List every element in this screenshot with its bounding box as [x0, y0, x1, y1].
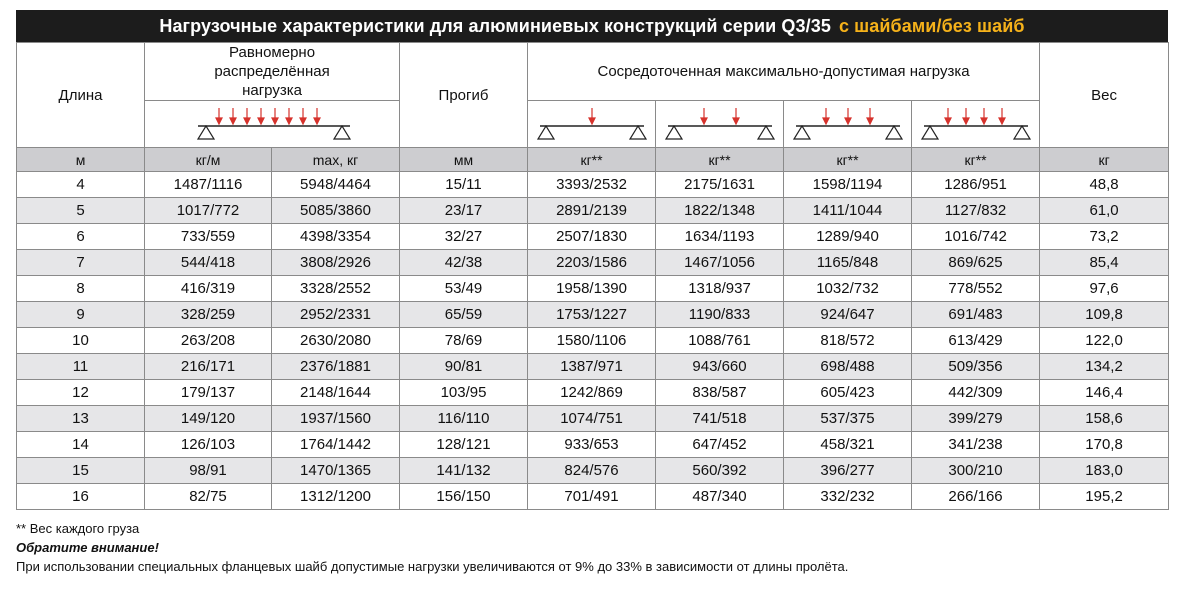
- table-cell: 341/238: [912, 432, 1040, 458]
- unit-cell: кг**: [912, 148, 1040, 172]
- table-cell: 3328/2552: [272, 276, 400, 302]
- table-cell: 838/587: [656, 380, 784, 406]
- table-cell: 82/75: [145, 484, 272, 510]
- concentrated-load-diagram-1: [528, 101, 656, 148]
- table-cell: 300/210: [912, 458, 1040, 484]
- table-row: [17, 380, 1169, 406]
- table-cell: 458/321: [784, 432, 912, 458]
- table-cell: 109,8: [1040, 302, 1169, 328]
- table-cell: 158,6: [1040, 406, 1169, 432]
- table-cell: 924/647: [784, 302, 912, 328]
- table-cell: 3393/2532: [528, 172, 656, 198]
- unit-cell: max, кг: [272, 148, 400, 172]
- table-cell: 1634/1193: [656, 224, 784, 250]
- table-cell: 396/277: [784, 458, 912, 484]
- table-body: [17, 172, 1169, 510]
- table-cell: 195,2: [1040, 484, 1169, 510]
- table-row: [17, 406, 1169, 432]
- table-cell: 1190/833: [656, 302, 784, 328]
- table-cell: 216/171: [145, 354, 272, 380]
- table-cell: 61,0: [1040, 198, 1169, 224]
- table-cell: 141/132: [400, 458, 528, 484]
- table-cell: 2148/1644: [272, 380, 400, 406]
- table-row: [17, 224, 1169, 250]
- table-cell: 416/319: [145, 276, 272, 302]
- table-cell: 647/452: [656, 432, 784, 458]
- table-cell: 15/11: [400, 172, 528, 198]
- table-cell: 32/27: [400, 224, 528, 250]
- table-cell: 183,0: [1040, 458, 1169, 484]
- table-cell: 126/103: [145, 432, 272, 458]
- table-cell: 11: [17, 354, 145, 380]
- table-cell: 263/208: [145, 328, 272, 354]
- table-cell: 544/418: [145, 250, 272, 276]
- table-cell: 116/110: [400, 406, 528, 432]
- table-cell: 48,8: [1040, 172, 1169, 198]
- table-cell: 103/95: [400, 380, 528, 406]
- table-cell: 824/576: [528, 458, 656, 484]
- table-cell: 65/59: [400, 302, 528, 328]
- table-cell: 78/69: [400, 328, 528, 354]
- table-cell: 146,4: [1040, 380, 1169, 406]
- table-title: Нагрузочные характеристики для алюминиевых конструкций серии Q3/35: [159, 15, 831, 36]
- table-cell: 2203/1586: [528, 250, 656, 276]
- table-cell: 1312/1200: [272, 484, 400, 510]
- header-uniform-load: Равномерно распределённая нагрузка: [145, 43, 400, 101]
- table-cell: 15: [17, 458, 145, 484]
- table-cell: 1387/971: [528, 354, 656, 380]
- table-cell: 179/137: [145, 380, 272, 406]
- table-title-bar: [16, 10, 1168, 42]
- table-cell: 1487/1116: [145, 172, 272, 198]
- table-cell: 23/17: [400, 198, 528, 224]
- table-cell: 328/259: [145, 302, 272, 328]
- header-length: Длина: [17, 43, 145, 148]
- unit-cell: мм: [400, 148, 528, 172]
- table-cell: 122,0: [1040, 328, 1169, 354]
- table-cell: 156/150: [400, 484, 528, 510]
- table-row: [17, 328, 1169, 354]
- table-cell: 778/552: [912, 276, 1040, 302]
- unit-cell: кг: [1040, 148, 1169, 172]
- table-row: [17, 276, 1169, 302]
- load-table-container: [16, 10, 1168, 510]
- table-cell: 266/166: [912, 484, 1040, 510]
- unit-cell: м: [17, 148, 145, 172]
- table-cell: 170,8: [1040, 432, 1169, 458]
- table-cell: 1286/951: [912, 172, 1040, 198]
- table-cell: 1470/1365: [272, 458, 400, 484]
- table-cell: 1088/761: [656, 328, 784, 354]
- table-row: [17, 302, 1169, 328]
- header-weight: Вес: [1040, 43, 1169, 148]
- attention-heading: Обратите внимание!: [16, 540, 159, 555]
- header-concentrated-load: Сосредоточенная максимально-допустимая нагрузка: [528, 43, 1040, 101]
- unit-cell: кг**: [656, 148, 784, 172]
- table-cell: 698/488: [784, 354, 912, 380]
- table-cell: 8: [17, 276, 145, 302]
- concentrated-load-diagram-4: [912, 101, 1040, 148]
- unit-cell: кг/м: [145, 148, 272, 172]
- table-cell: 12: [17, 380, 145, 406]
- units-row: [17, 148, 1169, 172]
- table-cell: 487/340: [656, 484, 784, 510]
- uniform-load-diagram: [145, 101, 400, 148]
- load-characteristics-table: [16, 42, 1169, 510]
- table-cell: 42/38: [400, 250, 528, 276]
- table-cell: 134,2: [1040, 354, 1169, 380]
- table-cell: 1598/1194: [784, 172, 912, 198]
- table-cell: 943/660: [656, 354, 784, 380]
- table-row: [17, 432, 1169, 458]
- table-cell: 3808/2926: [272, 250, 400, 276]
- table-cell: 128/121: [400, 432, 528, 458]
- table-cell: 1411/1044: [784, 198, 912, 224]
- table-cell: 2507/1830: [528, 224, 656, 250]
- table-cell: 442/309: [912, 380, 1040, 406]
- table-cell: 2952/2331: [272, 302, 400, 328]
- table-title-accent: с шайбами/без шайб: [838, 15, 1025, 36]
- table-cell: 4: [17, 172, 145, 198]
- table-row: [17, 484, 1169, 510]
- concentrated-load-diagram-3: [784, 101, 912, 148]
- table-cell: 90/81: [400, 354, 528, 380]
- table-cell: 1764/1442: [272, 432, 400, 458]
- table-cell: 509/356: [912, 354, 1040, 380]
- table-cell: 73,2: [1040, 224, 1169, 250]
- table-cell: 1318/937: [656, 276, 784, 302]
- table-cell: 98/91: [145, 458, 272, 484]
- table-cell: 53/49: [400, 276, 528, 302]
- unit-cell: кг**: [528, 148, 656, 172]
- attention-text: При использовании специальных фланцевых шайб допустимые нагрузки увеличиваются от 9% до 33% в зависимости от длины пролёта.: [16, 559, 849, 574]
- table-cell: 13: [17, 406, 145, 432]
- table-cell: 14: [17, 432, 145, 458]
- table-cell: 1032/732: [784, 276, 912, 302]
- table-cell: 1165/848: [784, 250, 912, 276]
- table-cell: 5: [17, 198, 145, 224]
- table-cell: 613/429: [912, 328, 1040, 354]
- table-cell: 560/392: [656, 458, 784, 484]
- table-row: [17, 250, 1169, 276]
- table-cell: 5948/4464: [272, 172, 400, 198]
- table-cell: 7: [17, 250, 145, 276]
- table-cell: 9: [17, 302, 145, 328]
- table-cell: 5085/3860: [272, 198, 400, 224]
- table-cell: 4398/3354: [272, 224, 400, 250]
- table-row: [17, 198, 1169, 224]
- table-cell: 1016/742: [912, 224, 1040, 250]
- table-cell: 1074/751: [528, 406, 656, 432]
- footnote: ** Вес каждого груза: [16, 521, 140, 536]
- table-cell: 1242/869: [528, 380, 656, 406]
- table-cell: 16: [17, 484, 145, 510]
- table-cell: 332/232: [784, 484, 912, 510]
- table-cell: 733/559: [145, 224, 272, 250]
- table-cell: 1289/940: [784, 224, 912, 250]
- unit-cell: кг**: [784, 148, 912, 172]
- table-cell: 149/120: [145, 406, 272, 432]
- concentrated-load-diagram-2: [656, 101, 784, 148]
- table-cell: 97,6: [1040, 276, 1169, 302]
- table-cell: 1822/1348: [656, 198, 784, 224]
- table-cell: 10: [17, 328, 145, 354]
- table-cell: 537/375: [784, 406, 912, 432]
- table-cell: 1127/832: [912, 198, 1040, 224]
- table-cell: 1467/1056: [656, 250, 784, 276]
- table-cell: 1937/1560: [272, 406, 400, 432]
- table-cell: 1017/772: [145, 198, 272, 224]
- table-cell: 6: [17, 224, 145, 250]
- notes-block: [16, 519, 1168, 576]
- table-row: [17, 172, 1169, 198]
- table-cell: 2891/2139: [528, 198, 656, 224]
- table-cell: 933/653: [528, 432, 656, 458]
- header-deflection: Прогиб: [400, 43, 528, 148]
- table-cell: 1580/1106: [528, 328, 656, 354]
- table-cell: 1958/1390: [528, 276, 656, 302]
- table-cell: 701/491: [528, 484, 656, 510]
- table-cell: 2376/1881: [272, 354, 400, 380]
- table-cell: 691/483: [912, 302, 1040, 328]
- table-cell: 2175/1631: [656, 172, 784, 198]
- table-row: [17, 354, 1169, 380]
- table-cell: 85,4: [1040, 250, 1169, 276]
- table-cell: 605/423: [784, 380, 912, 406]
- table-cell: 741/518: [656, 406, 784, 432]
- table-cell: 399/279: [912, 406, 1040, 432]
- table-cell: 1753/1227: [528, 302, 656, 328]
- table-row: [17, 458, 1169, 484]
- table-cell: 869/625: [912, 250, 1040, 276]
- table-cell: 818/572: [784, 328, 912, 354]
- table-cell: 2630/2080: [272, 328, 400, 354]
